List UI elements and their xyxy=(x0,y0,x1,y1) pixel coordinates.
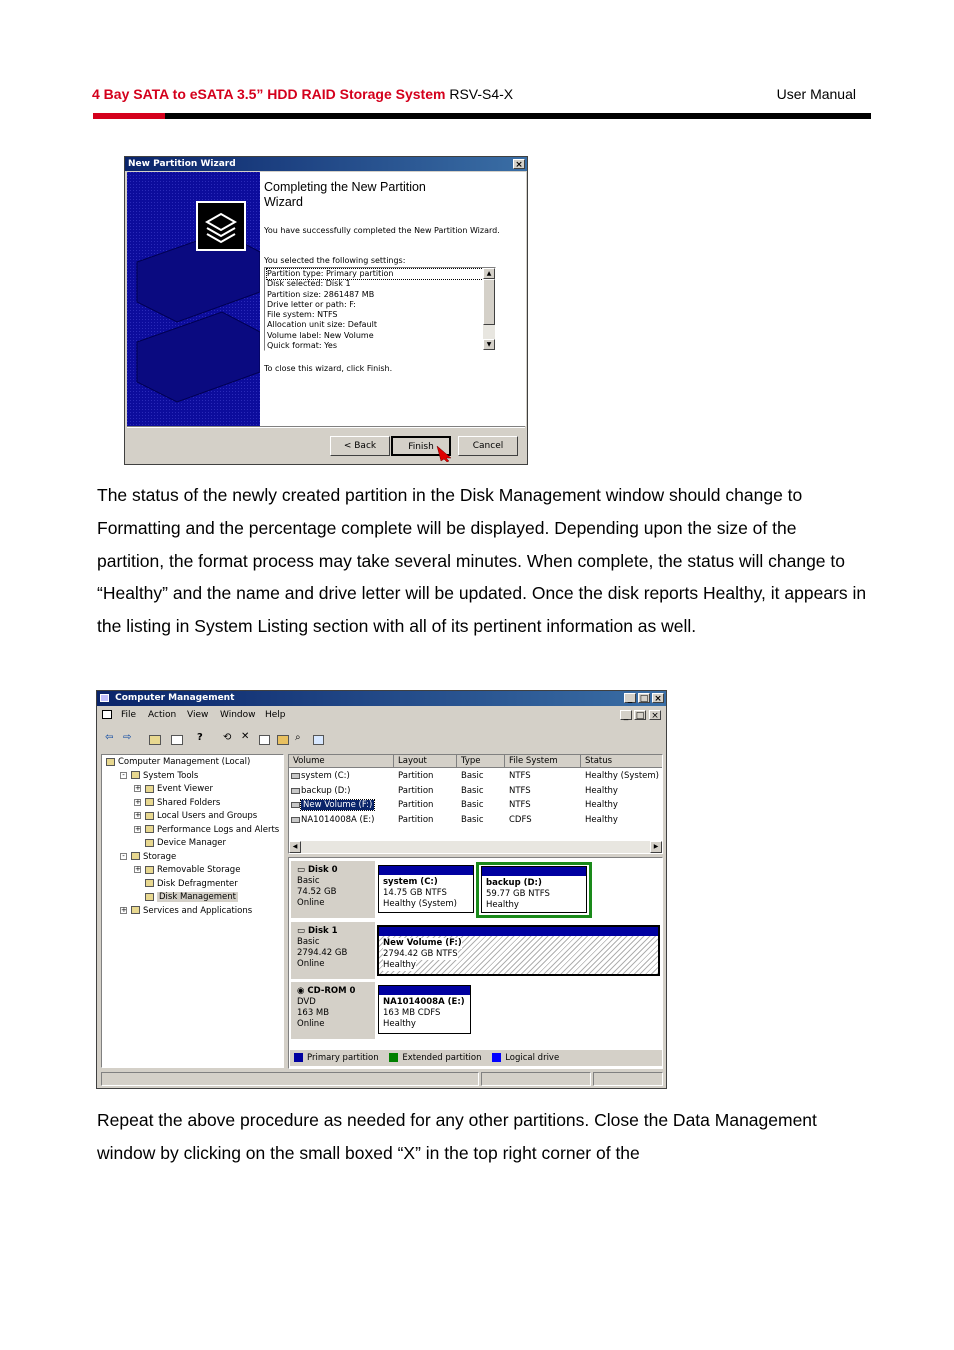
tree-node-icon xyxy=(145,839,154,847)
tree-item[interactable] xyxy=(134,811,257,821)
table-cell-fs: CDFS xyxy=(509,814,532,825)
tree-expander-icon[interactable]: + xyxy=(135,784,141,792)
open-folder-icon[interactable] xyxy=(277,735,289,745)
table-cell-layout: Partition xyxy=(398,800,434,810)
column-volume[interactable]: Volume xyxy=(289,755,394,768)
wizard-completed-text: You have successfully completed the New Partition Wizard. xyxy=(264,226,500,235)
setting-line: Volume label: New Volume xyxy=(267,330,374,340)
properties-icon[interactable] xyxy=(259,735,270,745)
menu-help[interactable]: Help xyxy=(265,710,286,720)
back-arrow-icon[interactable]: ⇦ xyxy=(105,732,114,743)
cm-app-icon xyxy=(100,694,109,702)
close-button[interactable]: × xyxy=(652,693,664,703)
partition-c[interactable]: system (C:) 14.75 GB NTFS Healthy (System) xyxy=(378,865,474,913)
tree-item[interactable] xyxy=(134,879,238,889)
tree-node-icon xyxy=(131,771,140,779)
tree-item-label: Disk Defragmenter xyxy=(157,878,238,889)
settings-scrollbar[interactable] xyxy=(483,268,495,350)
legend-extended-swatch xyxy=(389,1053,398,1062)
back-button[interactable]: < Back xyxy=(330,436,390,456)
header-rule-accent xyxy=(93,113,165,119)
table-cell-fs: NTFS xyxy=(509,785,531,796)
disk-icon: ▭ xyxy=(297,926,306,936)
cm-title-bar xyxy=(97,691,666,706)
scroll-up-arrow-icon[interactable]: ▲ xyxy=(483,268,495,279)
wizard-content xyxy=(260,172,526,426)
tree-node-icon xyxy=(131,906,140,914)
tree-item[interactable] xyxy=(120,771,198,781)
table-cell-layout: Partition xyxy=(398,814,434,825)
computer-management-window xyxy=(96,690,667,1089)
tree-item[interactable] xyxy=(134,892,238,902)
table-cell-volume: system (C:) xyxy=(301,771,350,781)
scroll-right-arrow-icon[interactable]: ▶ xyxy=(650,841,662,853)
stacked-disks-graphic xyxy=(127,172,260,426)
menu-bar xyxy=(97,707,666,723)
legend-primary-swatch xyxy=(294,1053,303,1062)
table-cell-type: Basic xyxy=(461,785,484,796)
wizard-close-instruction: To close this wizard, click Finish. xyxy=(264,364,393,373)
tree-item-label: Disk Management xyxy=(159,892,236,902)
table-cell-volume: NA1014008A (E:) xyxy=(301,814,375,825)
tree-item-label: Shared Folders xyxy=(157,797,221,808)
tree-item-label: Computer Management (Local) xyxy=(118,757,251,767)
table-cell-fs: NTFS xyxy=(509,771,531,781)
setting-line: Drive letter or path: F: xyxy=(267,299,356,309)
tree-item-label: Event Viewer xyxy=(157,784,213,794)
tree-item-label: Local Users and Groups xyxy=(157,811,258,821)
table-cell-fs: NTFS xyxy=(509,800,531,810)
tree-node-icon xyxy=(145,785,154,793)
tree-node-icon xyxy=(106,758,115,766)
partition-e[interactable]: NA1014008A (E:) 163 MB CDFS Healthy xyxy=(378,985,471,1034)
setting-line: Partition size: 2861487 MB xyxy=(267,289,375,299)
legend: Primary partition Extended partition Logical drive xyxy=(290,1050,662,1066)
wizard-settings-label: You selected the following settings: xyxy=(264,256,406,265)
tree-item[interactable] xyxy=(134,825,279,835)
column-type[interactable]: Type xyxy=(457,755,505,768)
table-cell-type: Basic xyxy=(461,771,484,781)
table-cell-volume: New Volume (F:) xyxy=(303,800,373,810)
setting-line: Quick format: Yes xyxy=(267,341,338,351)
status-pane-2 xyxy=(481,1072,591,1086)
minimize-button[interactable]: _ xyxy=(624,693,636,703)
menu-file[interactable]: File xyxy=(121,710,137,720)
status-bar xyxy=(99,1072,664,1086)
toolbar xyxy=(99,731,664,749)
tree-node-icon xyxy=(145,812,154,820)
tree-item-label: Services and Applications xyxy=(143,905,253,916)
tree-item[interactable] xyxy=(134,784,213,794)
setting-line: Allocation unit size: Default xyxy=(267,320,378,330)
tree-item[interactable] xyxy=(134,798,220,808)
header-rule xyxy=(93,113,871,119)
finish-button[interactable]: Finish xyxy=(391,436,451,456)
column-status[interactable]: Status xyxy=(581,755,663,768)
table-cell-layout: Partition xyxy=(398,771,434,781)
wizard-title-bar xyxy=(125,157,527,171)
volume-list xyxy=(288,754,663,854)
search-icon[interactable]: ⌕ xyxy=(295,732,301,743)
show-hide-tree-icon[interactable] xyxy=(171,735,183,745)
tree-expander-icon xyxy=(134,880,141,887)
tree-item-label: Device Manager xyxy=(157,838,227,848)
drive-icon xyxy=(291,817,300,823)
tree-item-label: Performance Logs and Alerts xyxy=(157,824,280,835)
tree-item-label: Storage xyxy=(143,851,177,862)
table-cell-status: Healthy xyxy=(585,814,618,825)
column-file-system[interactable]: File System xyxy=(505,755,581,768)
tree-expander-icon[interactable]: + xyxy=(135,865,141,873)
column-layout[interactable]: Layout xyxy=(394,755,457,768)
cdrom-0-info[interactable]: ◉ CD-ROM 0 DVD 163 MB Online xyxy=(291,982,375,1039)
wizard-banner xyxy=(127,172,260,426)
wizard-separator xyxy=(127,426,525,428)
tree-item[interactable] xyxy=(120,906,252,916)
partition-f[interactable]: New Volume (F:) 2794.42 GB NTFS Healthy xyxy=(377,925,660,976)
tree-expander-icon[interactable]: + xyxy=(135,797,141,806)
menu-window[interactable]: Window xyxy=(220,710,256,720)
table-row[interactable] xyxy=(289,799,662,812)
setting-line: File system: NTFS xyxy=(267,310,338,320)
delete-icon[interactable]: ✕ xyxy=(241,731,250,742)
child-minimize-button[interactable]: _ xyxy=(620,710,632,720)
wizard-settings-list[interactable] xyxy=(264,267,496,351)
disk-1-info[interactable]: ▭ Disk 1 Basic 2794.42 GB Online xyxy=(291,922,375,979)
menu-view[interactable]: View xyxy=(187,710,209,720)
tree-node-icon xyxy=(145,866,154,874)
tree-item[interactable] xyxy=(106,757,250,767)
status-pane-1 xyxy=(101,1072,479,1086)
paragraph-repeat: Repeat the above procedure as needed for any other partitions. Close the Data Management window by clicking on the small boxed “X” in the top right corner of the xyxy=(97,1110,817,1163)
table-cell-volume: backup (D:) xyxy=(301,785,351,796)
status-pane-3 xyxy=(593,1072,663,1086)
horizontal-scrollbar[interactable] xyxy=(289,841,662,853)
tree-item[interactable] xyxy=(134,838,226,848)
cm-title: Computer Management xyxy=(115,693,235,703)
table-row[interactable] xyxy=(289,770,662,783)
page-header xyxy=(92,86,856,104)
scroll-thumb[interactable] xyxy=(483,279,495,325)
help-icon[interactable]: ? xyxy=(197,732,203,743)
export-list-icon[interactable] xyxy=(313,735,324,745)
child-restore-button[interactable]: □ xyxy=(635,711,645,721)
forward-arrow-icon[interactable]: ⇨ xyxy=(123,732,132,743)
connect-icon[interactable]: ⟲ xyxy=(223,732,232,743)
table-row[interactable] xyxy=(289,785,662,798)
setting-line: Disk selected: Disk 1 xyxy=(267,279,351,289)
tree-item[interactable] xyxy=(120,852,176,862)
wizard-title: New Partition Wizard xyxy=(128,159,236,169)
tree-expander-icon[interactable]: + xyxy=(121,905,127,914)
table-cell-status: Healthy (System) xyxy=(585,771,659,781)
wizard-close-button[interactable]: × xyxy=(513,159,525,169)
tree-expander-icon[interactable]: + xyxy=(135,811,141,819)
tree-node-icon xyxy=(145,798,154,806)
tree-pane xyxy=(101,754,284,1068)
tree-expander-icon[interactable]: + xyxy=(135,824,141,833)
drive-icon xyxy=(291,773,300,779)
tree-expander-icon[interactable]: - xyxy=(120,772,127,779)
child-close-button[interactable]: × xyxy=(649,710,661,720)
table-cell-type: Basic xyxy=(461,800,484,810)
tree-item-label: System Tools xyxy=(143,770,199,781)
drive-icon xyxy=(291,788,300,794)
model-number: RSV-S4-X xyxy=(449,86,514,102)
table-cell-status: Healthy xyxy=(585,800,618,810)
menu-action[interactable]: Action xyxy=(148,710,177,720)
tree-node-icon xyxy=(145,825,154,833)
disk-icon: ▭ xyxy=(297,865,306,875)
tree-expander-icon xyxy=(134,839,141,846)
pointer-arrow-icon xyxy=(435,444,455,462)
new-partition-wizard-window xyxy=(124,156,528,465)
table-cell-status: Healthy xyxy=(585,785,618,796)
scroll-down-arrow-icon[interactable]: ▼ xyxy=(483,339,495,350)
doc-type: User Manual xyxy=(776,86,856,102)
cancel-button[interactable]: Cancel xyxy=(458,436,518,456)
table-cell-layout: Partition xyxy=(398,785,434,796)
partition-d[interactable]: backup (D:) 59.77 GB NTFS Healthy xyxy=(481,866,587,913)
table-cell-type: Basic xyxy=(461,814,484,825)
cd-icon: ◉ xyxy=(297,986,305,996)
setting-line: Partition type: Primary partition xyxy=(267,269,493,279)
wizard-heading: Completing the New Partition Wizard xyxy=(264,180,426,209)
tree-item-label: Removable Storage xyxy=(157,865,241,875)
menu-app-icon xyxy=(102,710,112,719)
tree-item[interactable] xyxy=(134,865,240,875)
legend-logical-swatch xyxy=(492,1053,501,1062)
disk-0-info[interactable]: ▭ Disk 0 Basic 74.52 GB Online xyxy=(291,861,375,918)
tree-expander-icon[interactable]: - xyxy=(120,853,127,860)
tree-node-icon xyxy=(145,893,154,901)
drive-icon xyxy=(291,802,300,808)
maximize-button[interactable]: □ xyxy=(639,694,649,704)
tree-node-icon xyxy=(145,879,154,887)
paragraph-status: The status of the newly created partition in the Disk Management window should change to Formatting and the percentage complete will be displayed. Depending upon the size of the partition, the format process may take several minutes. When complete, the status will change to “Healthy” and the name and drive letter will be updated. Once the disk reports Healthy, it appears in the listing in System Listing section with all of its pertinent information as well. xyxy=(97,485,867,637)
tree-node-icon xyxy=(131,852,140,860)
product-title: 4 Bay SATA to eSATA 3.5” HDD RAID Storage System xyxy=(92,86,446,102)
up-folder-icon[interactable] xyxy=(149,735,161,745)
tree-expander-icon xyxy=(134,893,141,900)
table-row[interactable] xyxy=(289,814,662,827)
scroll-left-arrow-icon[interactable]: ◀ xyxy=(289,841,301,853)
